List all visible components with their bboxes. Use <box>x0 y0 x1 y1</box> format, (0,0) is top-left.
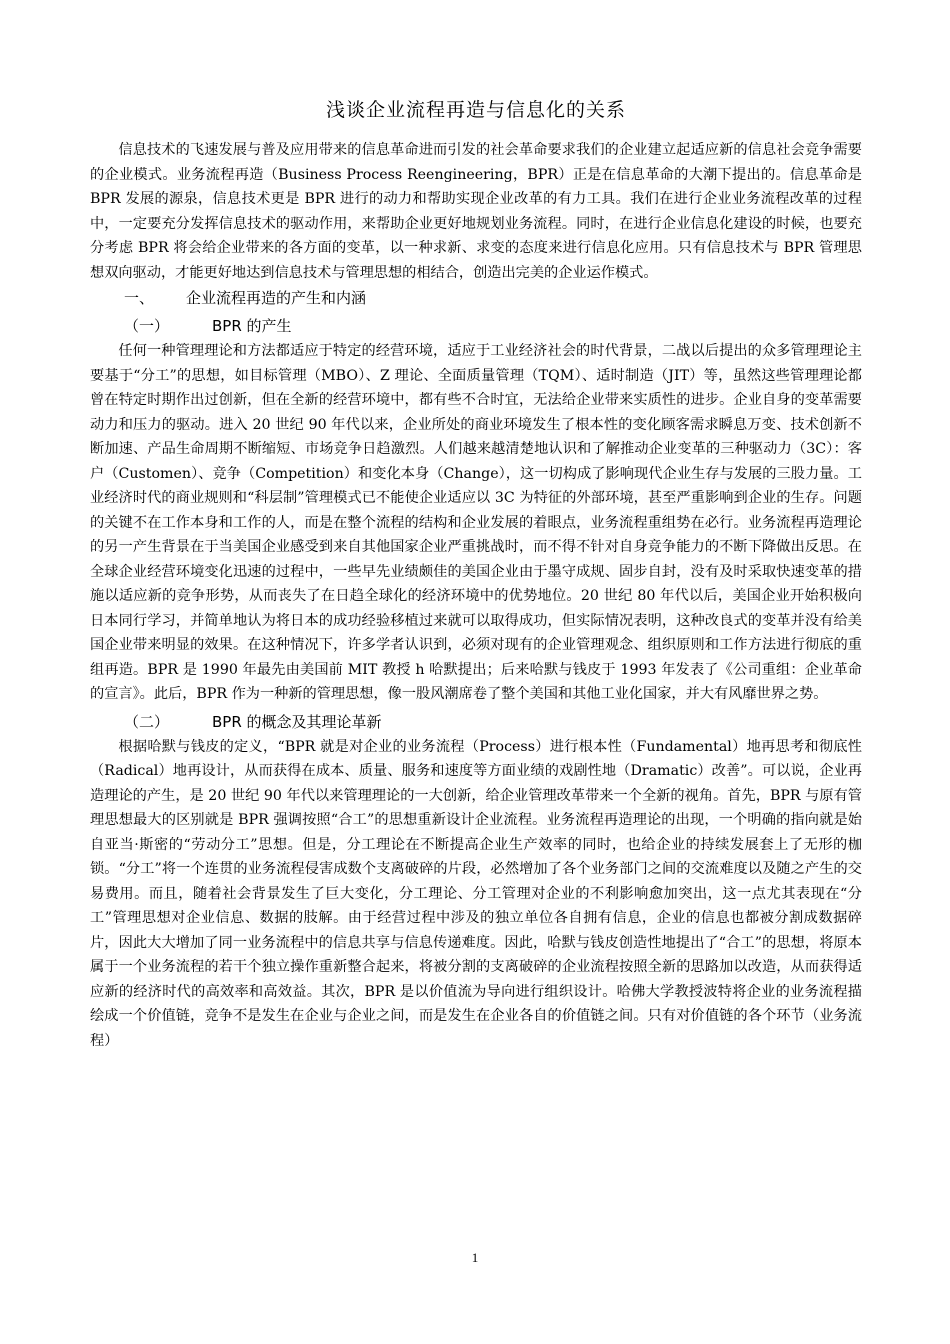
subsection-number: （一） <box>124 317 170 335</box>
document-page <box>90 96 862 1053</box>
subsection-title: BPR 的产生 <box>212 317 292 335</box>
section-title: 企业流程再造的产生和内涵 <box>186 289 367 307</box>
document-title: 浅谈企业流程再造与信息化的关系 <box>325 99 626 121</box>
subsection-heading-1 <box>90 313 862 339</box>
intro-paragraph: 信息技术的飞速发展与普及应用带来的信息革命进而引发的社会革命要求我们的企业建立起适应新的信息社会竞争需要的企业模式。业务流程再造（Business Process Reengineering，BPR）正是在信息革命的大潮下提出的。信息革命是 BPR 发展的源泉，信息技术更是 BPR 进行的动力和帮助实现企业改革的有力工具。我们在进行企业业务流程改革的过程中，一定要充分发挥信息技术的驱动作用，来帮助企业更好地规划业务流程。同时，在进行企业信息化建设的时候，也要充分考虑 BPR 将会给企业带来的各方面的变革，以一种求新、求变的态度来进行信息化应用。只有信息技术与 BPR 管理思想双向驱动，才能更好地达到信息技术与管理思想的相结合，创造出完美的企业运作模式。 <box>90 142 862 281</box>
section-heading-1 <box>90 285 862 311</box>
subsection-heading-2 <box>90 709 862 735</box>
subsection-1-paragraph: 任何一种管理理论和方法都适应于特定的经营环境，适应于工业经济社会的时代背景，二战以后提出的众多管理理论主要基于“分工”的思想，如目标管理（MBO）、Z 理论、全面质量管理（TQM）、适时制造（JIT）等，虽然这些管理理论都曾在特定时期作出过创新，但在全新的经营环境中，都有些不合时宜，无法给企业带来实质性的进步。企业自身的变革需要动力和压力的驱动。进入 20 世纪 90 年代以来，企业所处的商业环境发生了根本性的变化顾客需求瞬息万变、技术创新不断加速、产品生命周期不断缩短、市场竞争日趋激烈。人们越来越清楚地认识和了解推动企业变革的三种驱动力（3C）：客户（Customen）、竞争（Competition）和变化本身（Change），这一切构成了影响现代企业生存与发展的三股力量。工业经济时代的商业规则和“科层制”管理模式已不能使企业适应以 3C 为特征的外部环境，甚至严重影响到企业的生存。问题的关键不在工作本身和工作的人，而是在整个流程的结构和企业发展的着眼点，业务流程重组势在必行。业务流程再造理论的另一产生背景在于当美国企业感受到来自其他国家企业严重挑战时，而不得不针对自身竞争能力的不断下降做出反思。在全球企业经营环境变化迅速的过程中，一些早先业绩颇佳的美国企业由于墨守成规、固步自封，没有及时采取快速变革的措施以适应新的竞争形势，从而丧失了在日趋全球化的经济环境中的优势地位。20 世纪 80 年代以后，美国企业开始积极向日本同行学习，并简单地认为将日本的成功经验移植过来就可以取得成功，但实际情况表明，这种改良式的变革并没有给美国企业带来明显的效果。在这种情况下，许多学者认识到，必须对现有的企业管理观念、组织原则和工作方法进行彻底的重组再造。BPR 是 1990 年最先由美国前 MIT 教授 h 哈默提出；后来哈默与钱皮于 1993 年发表了《公司重组：企业革命的宣言》。此后，BPR 作为一种新的管理思想，像一股风潮席卷了整个美国和其他工业化国家，并大有风靡世界之势。 <box>90 343 862 702</box>
section-number: 一、 <box>124 289 155 307</box>
subsection-title: BPR 的概念及其理论革新 <box>212 712 382 731</box>
subsection-2-paragraph: 根据哈默与钱皮的定义，“BPR 就是对企业的业务流程（Process）进行根本性（Fundamental）地再思考和彻底性（Radical）地再设计，从而获得在成本、质量、服务和速度等方面业绩的戏剧性地（Dramatic）改善”。可以说，企业再造理论的产生，是 20 世纪 90 年代以来管理理论的一大创新，给企业管理改革带来一个全新的视角。首先，BPR 与原有管理思想最大的区别就是 BPR 强调按照“合工”的思想重新设计企业流程。业务流程再造理论的出现，一个明确的指向就是始自亚当·斯密的“劳动分工”思想。但是，分工理论在不断提高企业生产效率的同时，也给企业的持续发展套上了无形的枷锁。“分工”将一个连贯的业务流程侵害成数个支离破碎的片段，必然增加了各个业务部门之间的交流难度以及随之产生的交易费用。而且，随着社会背景发生了巨大变化，分工理论、分工管理对企业的不利影响愈加突出，这一点尤其表现在“分工”管理思想对企业信息、数据的肢解。由于经营过程中涉及的独立单位各自拥有信息，企业的信息也都被分割成数据碎片，因此大大增加了同一业务流程中的信息共享与信息传递难度。因此，哈默与钱皮创造性地提出了“合工”的思想，将原本属于一个业务流程的若干个独立操作重新整合起来，将被分割的支离破碎的企业流程按照全新的思路加以改造，从而获得适应新的经济时代的高效率和高效益。其次，BPR 是以价值流为导向进行组织设计。哈佛大学教授波特将企业的业务流程描绘成一个价值链，竞争不是发生在企业与企业之间，而是发生在企业各自的价值链之间。只有对价值链的各个环节（业务流程） <box>90 738 862 1049</box>
subsection-number: （二） <box>124 712 170 731</box>
page-number: 1 <box>471 1250 479 1265</box>
